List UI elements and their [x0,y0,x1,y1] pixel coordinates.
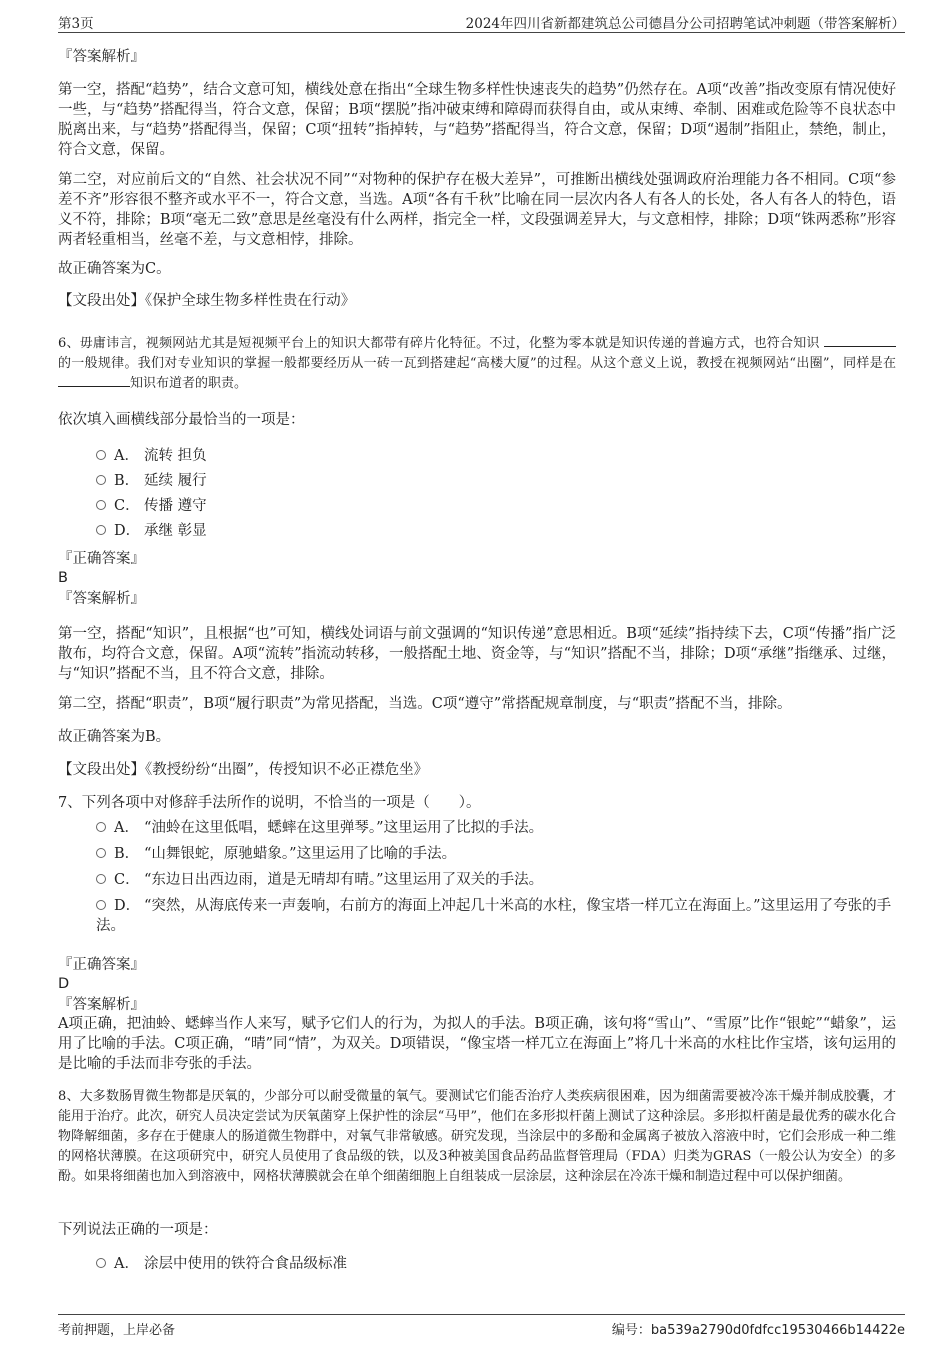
q7-analysis: A项正确，把油蛉、蟋蟀当作人来写，赋予它们人的行为，为拟人的手法。B项正确，该句将“雪山”、“雪原”比作“银蛇”“蜡象”，运用了比喻的手法。C项正确，“晴”同“情”，为双关。D项错误，“像宝塔一样兀立在海面上”将几十米高的水柱比作宝塔，该句运用的是比喻的手法而非夸张的手法。 [58,1016,896,1072]
q5-source: 【文段出处】《保护全球生物多样性贵在行动》 [58,293,356,309]
q7-analysis-label: 『答案解析』 [58,997,145,1013]
page-header [58,10,905,33]
footer-code-label: 编号： [611,1323,651,1338]
q6-option-b[interactable]: B． 延续 履行 [96,471,207,491]
radio-icon[interactable] [96,450,106,460]
q5-conclusion: 故正确答案为C。 [58,261,171,277]
q8-stem: 8、大多数肠胃微生物都是厌氧的，少部分可以耐受微量的氧气。要测试它们能否治疗人类疾病很困难，因为细菌需要被冷冻干燥并制成胶囊，才能用于治疗。此次，研究人员决定尝试为厌氧菌穿上保护性的涂层“马甲”，他们在多形拟杆菌上测试了这种涂层。多形拟杆菌是最优秀的碳水化合物降解细菌，多存在于健康人的肠道微生物群中，对氧气非常敏感。研究发现，当涂层中的多酚和金属离子被放入溶液中时，它们会形成一种二维的网格状薄膜。在这项研究中，研究人员使用了食品级的铁，以及3种被美国食品药品监督管理局（FDA）归类为GRAS（一般公认为安全）的多酚。如果将细菌也加入到溶液中，网格状薄膜就会在单个细菌细胞上自组装成一层涂层，这种涂层在冷冻干燥和制造过程中可以保护细菌。 [58,1089,896,1184]
footer-code [612,1319,905,1338]
q8-prompt: 下列说法正确的一项是： [58,1222,218,1238]
q6-stem [58,334,896,394]
page-footer [58,1314,905,1338]
q6-option-c[interactable]: C． 传播 遵守 [96,496,207,516]
q7-stem: 7、下列各项中对修辞手法所作的说明，不恰当的一项是（ ）。 [58,795,481,811]
page-number: 第3页 [58,16,94,32]
radio-icon[interactable] [96,848,106,858]
q7-option-b[interactable]: B． “山舞银蛇，原驰蜡象。”这里运用了比喻的手法。 [96,844,456,864]
q6-analysis-label: 『答案解析』 [58,591,145,607]
q6-stem-part1: 6、毋庸讳言，视频网站尤其是短视频平台上的知识大都带有碎片化特征。不过，化整为零本就是知识传递的普遍方式，也符合知识 [58,336,820,351]
document-title: 2024年四川省新都建筑总公司德昌分公司招聘笔试冲刺题（带答案解析） [465,16,905,32]
q5-analysis-para1: 第一空，搭配“趋势”，结合文意可知，横线处意在指出“全球生物多样性快速丧失的趋势”仍然存在。A项“改善”指改变原有情况使好一些，与“趋势”搭配得当，符合文意，保留；B项“摆脱”指冲破束缚和障碍而获得自由，或从束缚、牵制、困难或危险等不良状态中脱离出来，与“趋势”搭配得当，保留；C项“扭转”指掉转，与“趋势”搭配得当，符合文意，保留；D项“遏制”指阻止，禁绝，制止，符合文意，保留。 [58,82,896,158]
radio-icon[interactable] [96,1258,106,1268]
footer-slogan: 考前押题，上岸必备 [58,1323,176,1338]
q6-conclusion: 故正确答案为B。 [58,729,171,745]
q7-option-d[interactable]: D． “突然，从海底传来一声轰响，右前方的海面上冲起几十米高的水柱，像宝塔一样兀立在海面上。”这里运用了夸张的手法。 [96,898,892,934]
q7-answer: D [58,976,70,992]
q6-answer: B [58,570,68,586]
q6-analysis-para1: 第一空，搭配“知识”，且根据“也”可知，横线处词语与前文强调的“知识传递”意思相近。B项“延续”指持续下去，C项“传播”指广泛散布，均符合文意，保留。A项“流转”指流动转移，一般搭配土地、资金等，与“知识”搭配不当，排除；D项“承继”指继承、过继，与“知识”搭配不当，且不符合文意，排除。 [58,626,896,682]
q6-source: 【文段出处】《教授纷纷“出圈”，传授知识不必正襟危坐》 [58,762,429,778]
q7-option-c[interactable]: C． “东边日出西边雨，道是无晴却有晴。”这里运用了双关的手法。 [96,870,543,890]
q6-prompt: 依次填入画横线部分最恰当的一项是： [58,412,305,428]
footer-code-value: ba539a2790d0fdfcc19530466b14422e [650,1323,905,1338]
radio-icon[interactable] [96,525,106,535]
radio-icon[interactable] [96,900,106,910]
q8-option-a[interactable]: A． 涂层中使用的铁符合食品级标准 [96,1254,347,1274]
radio-icon[interactable] [96,822,106,832]
q5-analysis-label: 『答案解析』 [58,49,145,65]
q6-stem-part2: 的一般规律。我们对专业知识的掌握一般都要经历从一砖一瓦到搭建起“高楼大厦”的过程。从这个意义上说，教授在视频网站“出圈”，同样是在 [58,356,896,371]
q6-answer-label: 『正确答案』 [58,551,145,567]
q6-blank-2 [58,374,130,387]
q6-option-a[interactable]: A． 流转 担负 [96,446,207,466]
q6-stem-part3: 知识布道者的职责。 [130,376,248,391]
radio-icon[interactable] [96,500,106,510]
radio-icon[interactable] [96,475,106,485]
q6-analysis-para2: 第二空，搭配“职责”，B项“履行职责”为常见搭配，当选。C项“遵守”常搭配规章制度，与“职责”搭配不当，排除。 [58,696,792,712]
q6-option-d[interactable]: D． 承继 彰显 [96,521,207,541]
q5-analysis-para2: 第二空，对应前后文的“自然、社会状况不同”“对物种的保护存在极大差异”，可推断出横线处强调政府治理能力各不相同。C项“参差不齐”形容很不整齐或水平不一，符合文意，当选。A项“各有千秋”比喻在同一层次内各人有各人的长处，各人有各人的特色，语义不符，排除；B项“毫无二致”意思是丝毫没有什么两样，指完全一样，文段强调差异大，与文意相悖，排除；D项“铢两悉称”形容两者轻重相当，丝毫不差，与文意相悖，排除。 [58,172,896,248]
q7-answer-label: 『正确答案』 [58,957,145,973]
q6-blank-1 [824,334,896,347]
radio-icon[interactable] [96,874,106,884]
q7-option-a[interactable]: A． “油蛉在这里低唱，蟋蟀在这里弹琴。”这里运用了比拟的手法。 [96,818,543,838]
